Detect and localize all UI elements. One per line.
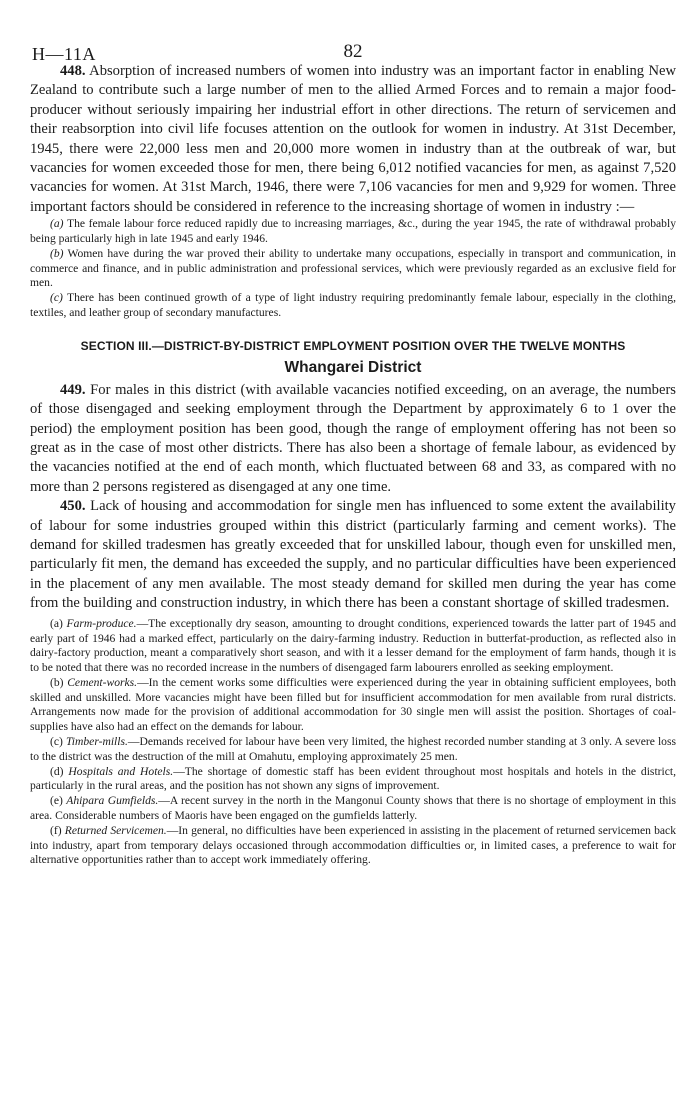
paragraph-number: 450. <box>60 498 86 515</box>
industry-item: (a) Farm-produce.—The exceptionally dry season, amounting to drought conditions, experienced towards the latter part of 1945 and early part of 1946 had a marked effect, particularly on the dairy-farming industry. Reduction in butterfat-production, as reflected also in dairy-factory production, meant a comparatively short season, and with it a lesser demand for the employment of farm hands, though it is to be noted that there was no recorded increase in the numbers of disengaged farm labourers enrolled as seeking employment. <box>30 616 677 675</box>
paragraph-449 <box>30 381 676 497</box>
item-title: Ahipara Gumfields. <box>66 794 159 808</box>
industry-item: (b) Cement-works.—In the cement works some difficulties were experienced during the year in obtaining sufficient employees, both skilled and unskilled. More vacancies might have been filled but for insufficient accommodation for men available from rural districts. Arrangements now made for the provision of additional accommodation for 30 single men will assist the position. Shortages of coal-supplies have also had an effect on the demands for labour. <box>30 675 676 734</box>
item-marker: (a) <box>50 616 63 630</box>
item-text: The exceptionally dry season, amounting to drought conditions, experienced towards the latter part of 1945 and early part of 1946 had a marked effect, particularly on the dairy-farming industry. Reduction in butterfat-production, as reflected also in dairy-factory production, meant a comparatively short season, and with it a lesser demand for the employment of farm hands, though it is to be noted that there was no recorded increase in the numbers of disengaged farm labourers enrolled as seeking employment. <box>30 616 677 675</box>
section-heading: SECTION III.—DISTRICT-BY-DISTRICT EMPLOYMENT POSITION OVER THE TWELVE MONTHS <box>80 338 626 353</box>
paragraph-text: For males in this district (with available vacancies notified exceeding, on an average, the numbers of those disengaged and seeking employment through the Department by approximately 6 to 1 over the period) the employment position has been good, though the range of employment offering has not been so great as in the case of most other districts. There has also been a shortage of female labour, as evidenced by the vacancies notified at the end of each month, which fluctuated between 68 and 33, as compared with no more than 2 persons registered as disengaged at any one time. <box>30 381 676 495</box>
item-text: There has been continued growth of a type of light industry requiring predominantly female labour, especially in the clothing, textiles, and leather group of secondary manufactures. <box>30 291 676 320</box>
item-text: A recent survey in the north in the Mangonui County shows that there is no shortage of employment in this area. Considerable numbers of Maoris have been engaged on the gumfields latterly. <box>30 794 676 823</box>
paragraph-450 <box>30 497 676 613</box>
item-marker: (d) <box>50 764 64 778</box>
item-text: The female labour force reduced rapidly due to increasing marriages, &c., during the year 1945, the rate of withdrawal probably being particularly high in late 1945 and early 1946. <box>30 217 676 246</box>
industry-item: (d) Hospitals and Hotels.—The shortage of domestic staff has been evident throughout most hospitals and hotels in the district, particularly in the rural areas, and the position has not shown any signs of improvement. <box>30 764 677 793</box>
item-marker: (f) <box>50 823 62 837</box>
paragraph-number: 448. <box>60 63 86 79</box>
document-reference: H—11A <box>32 44 96 64</box>
item-marker: (b) <box>50 675 64 689</box>
item-title: Cement-works. <box>67 675 138 689</box>
item-marker: (c) <box>50 291 63 305</box>
factor-item <box>30 291 676 321</box>
item-marker: (a) <box>50 217 64 231</box>
item-text: The shortage of domestic staff has been evident throughout most hospitals and hotels in the district, particularly in the rural areas, and the position has not shown any signs of improvement. <box>30 764 677 793</box>
factor-item <box>30 247 676 291</box>
item-marker: (b) <box>50 246 64 260</box>
item-text: Women have during the war proved their ability to undertake many occupations, especially in transport and communication, in commerce and finance, and in public administration and professional services, which were previously regarded as an exclusive field for men. <box>30 246 676 290</box>
district-heading: Whangarei District <box>284 358 422 376</box>
item-text: In the cement works some difficulties were experienced during the year in obtaining sufficient employees, both skilled and unskilled. More vacancies might have been filled but for insufficient accommodation for men available from rural districts. Arrangements now made for the provision of additional accommodation for 30 single men will assist the position. Shortages of coal-supplies have also had an effect on the demands for labour. <box>30 675 676 734</box>
paragraph-number: 449. <box>60 381 86 398</box>
industry-item: (e) Ahipara Gumfields.—A recent survey in the north in the Mangonui County shows that there is no shortage of employment in this area. Considerable numbers of Maoris have been engaged on the gumfields latterly. <box>30 794 676 823</box>
item-title: Timber-mills. <box>65 735 128 749</box>
page-number: 82 <box>343 41 363 62</box>
industry-item: (c) Timber-mills.—Demands received for labour have been very limited, the highest recorded number standing at 3 only. A severe loss to the district was the destruction of the mill at Omahutu, employing approximately 25 men. <box>30 735 676 763</box>
page-header <box>30 28 676 62</box>
industry-item: (f) Returned Servicemen.—In general, no difficulties have been experienced in assisting in the placement of returned servicemen back into industry, apart from temporary delays occasioned through accommodation difficulties or, in limited cases, a preference to wait for alternative opportunities rather than to accept work immediately offering. <box>30 823 676 867</box>
paragraph-448 <box>30 62 676 217</box>
item-title: Returned Servicemen. <box>64 823 167 837</box>
paragraph-text: Lack of housing and accommodation for single men has influenced to some extent the availability of labour for some industries grouped within this district (particularly farming and cement works). The demand for skilled tradesmen has greatly exceeded that for unskilled labour, though even for unskilled men, particularly fit men, the demand has exceeded the supply, and no particular difficulties have been experienced in the placement of any men available. The most steady demand for skilled men during the year has come from the building and construction industry, in which there has been a constant shortage of skilled tradesmen. <box>30 498 676 612</box>
item-title: Farm-produce. <box>66 616 137 630</box>
item-text: Demands received for labour have been very limited, the highest recorded number standing at 3 only. A severe loss to the district was the destruction of the mill at Omahutu, employing approximately 25 men. <box>30 735 676 763</box>
item-text: In general, no difficulties have been experienced in assisting in the placement of returned servicemen back into industry, apart from temporary delays occasioned through accommodation difficulties or, in limited cases, a preference to wait for alternative opportunities rather than to accept work immediately offering. <box>30 823 676 867</box>
item-marker: (c) <box>50 735 63 749</box>
paragraph-text: Absorption of increased numbers of women into industry was an important factor in enabling New Zealand to contribute such a large number of men to the allied Armed Forces and to remain a major food-producer without seriously impairing her industrial effort in other directions. The return of servicemen and their reabsorption into civil life focuses attention on the outlook for women in industry. At 31st December, 1945, there were 22,000 less men and 20,000 more women in industry than at the outbreak of war, but vacancies for women exceeded those for men, there being 6,012 notified vacancies for men, as against 7,520 vacancies for women. At 31st March, 1946, there were 7,106 vacancies for men and 9,929 for women. Three important factors should be considered in reference to the increasing shortage of women in industry :— <box>30 63 677 215</box>
item-marker: (e) <box>50 794 63 808</box>
item-title: Hospitals and Hotels. <box>68 764 174 778</box>
factor-item <box>30 217 676 247</box>
